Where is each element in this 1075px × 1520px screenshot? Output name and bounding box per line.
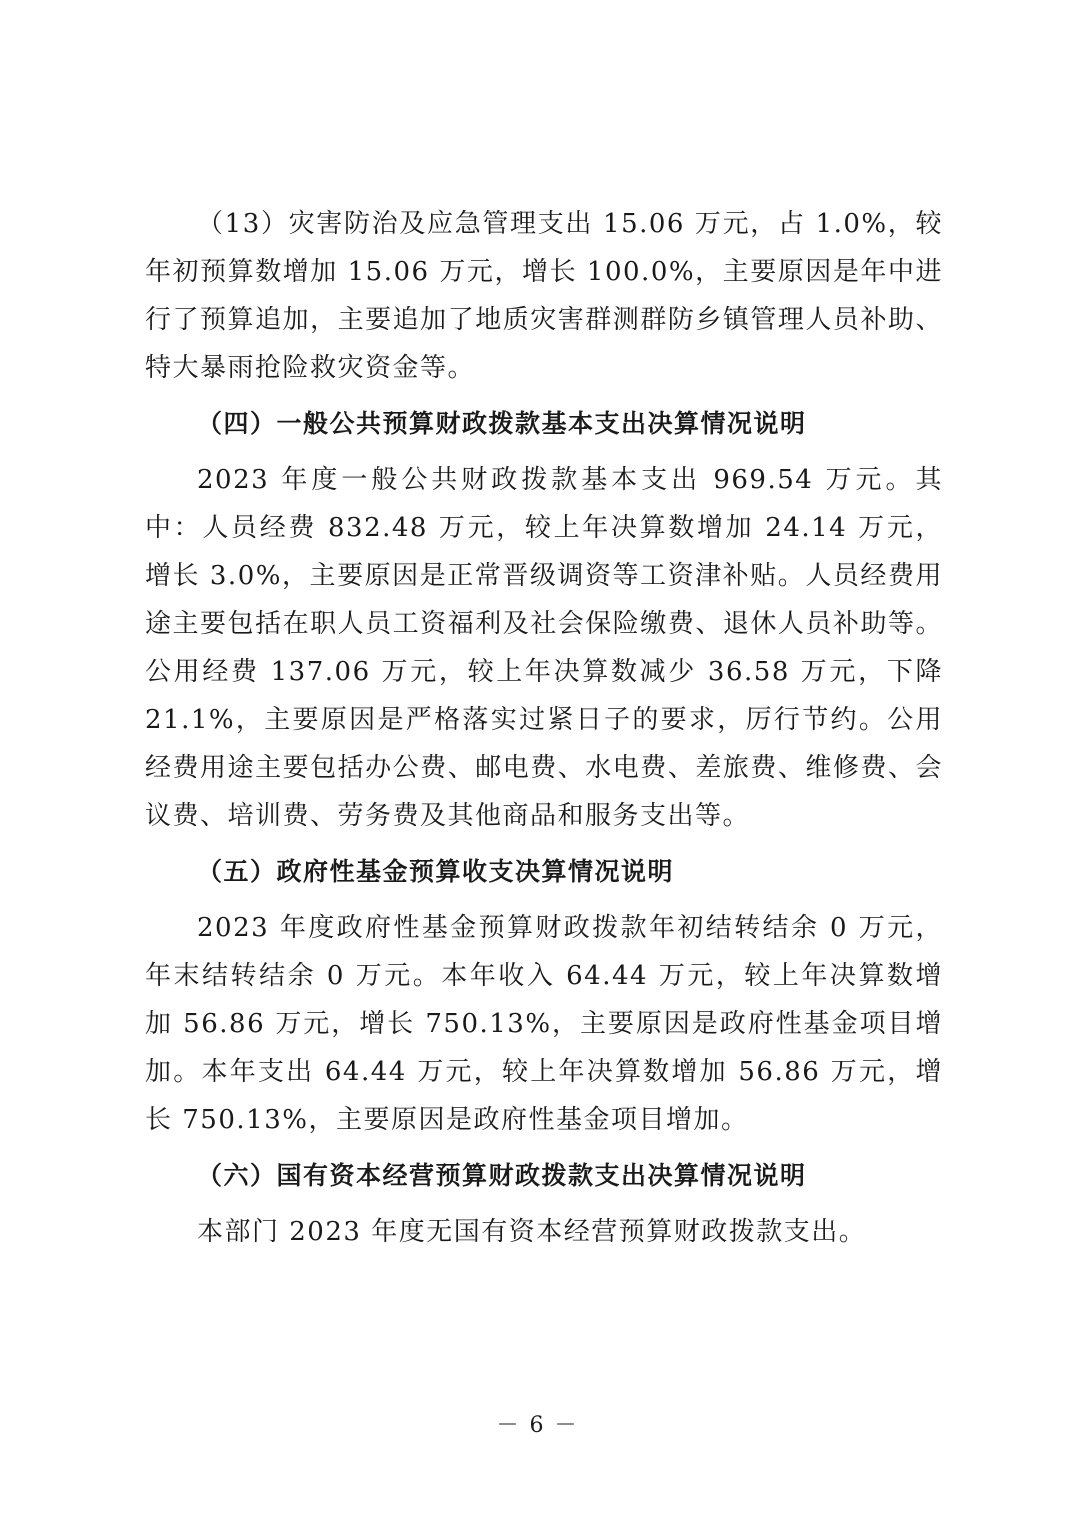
heading-state-capital: （六）国有资本经营预算财政拨款支出决算情况说明	[197, 1161, 807, 1190]
paragraph-disaster-prevention-expenditure: （13）灾害防治及应急管理支出 15.06 万元，占 1.0%，较年初预算数增加 15.06 万元，增长 100.0%，主要原因是年中进行了预算追加，主要追加了地质灾害群测群防乡镇管理人员补助、特大暴雨抢险救灾资金等。	[145, 209, 943, 383]
paragraph-state-capital: 本部门 2023 年度无国有资本经营预算财政拨款支出。	[197, 1217, 867, 1247]
heading-basic-expenditure: （四）一般公共预算财政拨款基本支出决算情况说明	[197, 409, 807, 438]
document-body	[145, 200, 943, 1264]
paragraph-government-fund: 2023 年度政府性基金预算财政拨款年初结转结余 0 万元，年末结转结余 0 万元。本年收入 64.44 万元，较上年决算数增加 56.86 万元，增长 750.13%，主要原因是政府性基金项目增加。本年支出 64.44 万元，较上年决算数增加 56.86 万元，增长 750.13%，主要原因是政府性基金项目增加。	[145, 913, 943, 1135]
paragraph-basic-expenditure: 2023 年度一般公共财政拨款基本支出 969.54 万元。其中：人员经费 832.48 万元，较上年决算数增加 24.14 万元，增长 3.0%，主要原因是正常晋级调资等工资津补贴。人员经费用途主要包括在职人员工资福利及社会保险缴费、退休人员补助等。公用经费 137.06 万元，较上年决算数减少 36.58 万元，下降 21.1%，主要原因是严格落实过紧日子的要求，厉行节约。公用经费用途主要包括办公费、邮电费、水电费、差旅费、维修费、会议费、培训费、劳务费及其他商品和服务支出等。	[145, 465, 943, 831]
heading-government-fund: （五）政府性基金预算收支决算情况说明	[197, 857, 675, 886]
page-number: － 6 －	[496, 1413, 579, 1438]
